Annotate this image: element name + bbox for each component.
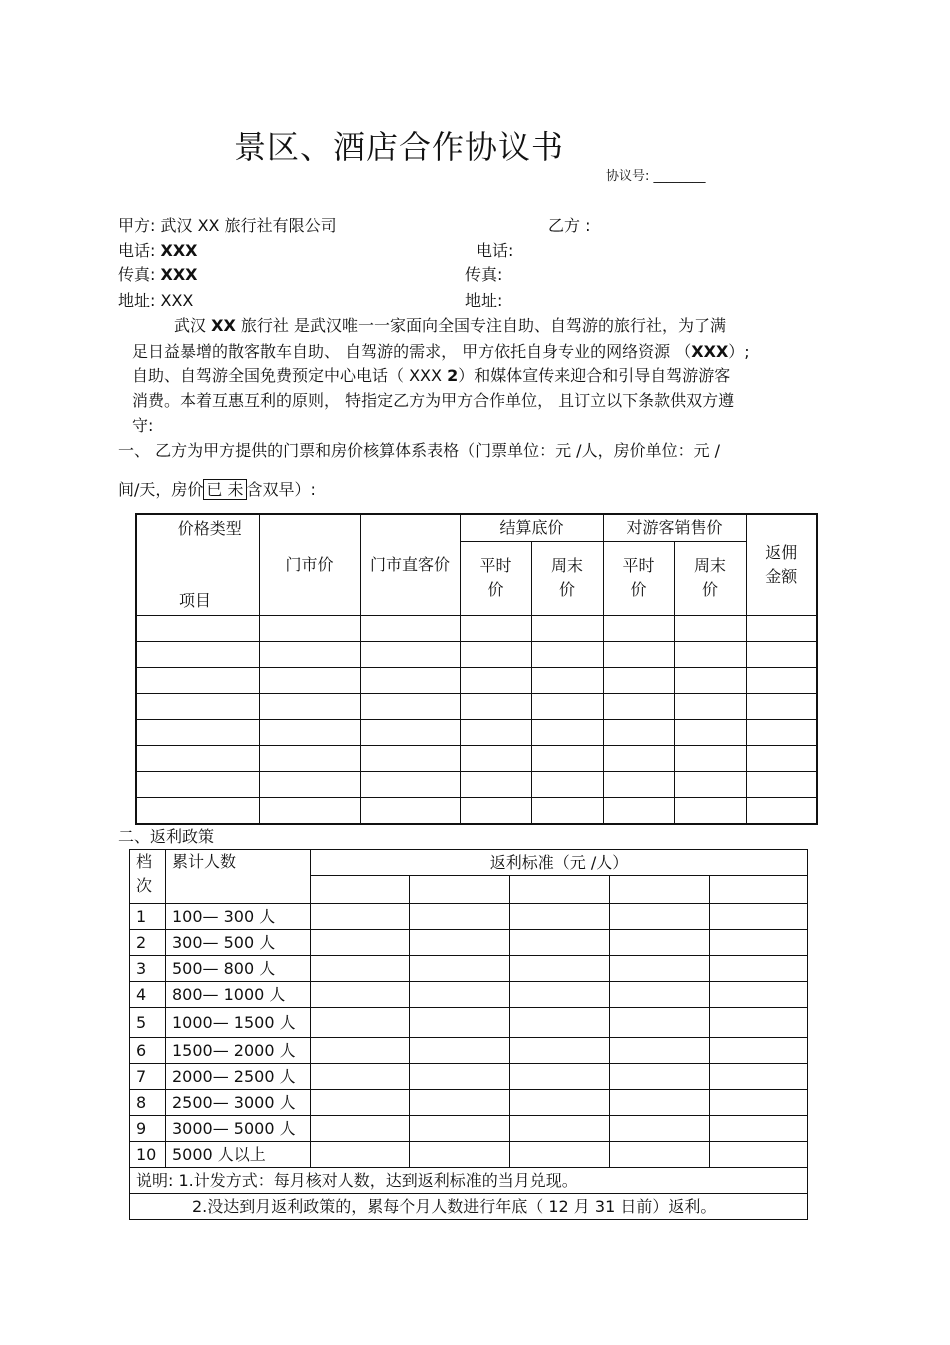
rebate-value-cell	[510, 982, 610, 1008]
section-1-heading-cont	[118, 480, 316, 499]
price-cell	[460, 616, 531, 642]
price-cell	[746, 642, 817, 668]
price-row	[136, 616, 817, 642]
rebate-value-cell	[510, 1008, 610, 1038]
standard-cell	[510, 876, 610, 904]
rebate-value-cell	[311, 956, 410, 982]
intro-text: 2	[447, 366, 459, 385]
header-settle-weekday: 平时价	[460, 541, 531, 615]
tier-cell: 3	[130, 956, 166, 982]
price-cell	[460, 668, 531, 694]
note-label: 说明:	[136, 1170, 174, 1190]
rebate-value-cell	[610, 1064, 710, 1090]
rebate-value-cell	[410, 1008, 510, 1038]
price-cell	[674, 720, 746, 746]
price-cell	[531, 720, 603, 746]
party-b-fax-label: 传真:	[465, 265, 503, 284]
price-cell	[136, 720, 259, 746]
price-cell	[746, 798, 817, 824]
rebate-value-cell	[410, 982, 510, 1008]
party-a-name: 武汉 XX 旅行社有限公司	[160, 216, 337, 235]
tier-cell: 10	[130, 1142, 166, 1168]
rebate-value-cell	[610, 1038, 710, 1064]
header-direct-price: 门市直客价	[360, 514, 460, 616]
rebate-value-cell	[410, 1116, 510, 1142]
price-cell	[360, 616, 460, 642]
rebate-value-cell	[410, 930, 510, 956]
rebate-value-cell	[610, 1090, 710, 1116]
rebate-value-cell	[311, 1008, 410, 1038]
price-cell	[136, 642, 259, 668]
rebate-value-cell	[510, 1142, 610, 1168]
price-cell	[603, 668, 674, 694]
rebate-value-cell	[610, 956, 710, 982]
party-a-address-label: 地址:	[118, 291, 156, 310]
rebate-row	[130, 956, 808, 982]
price-cell	[136, 694, 259, 720]
party-a-phone: XXX	[160, 241, 198, 260]
price-cell	[746, 746, 817, 772]
party-a-fax-line	[118, 265, 198, 284]
header-settlement-price: 结算底价	[460, 514, 603, 541]
intro-line-4: 消费。本着互惠互利的原则， 特指定乙方为甲方合作单位， 且订立以下条款供双方遵	[132, 391, 735, 410]
header-type: 价格类型	[177, 519, 242, 538]
rebate-value-cell	[311, 1038, 410, 1064]
rebate-value-cell	[710, 1116, 808, 1142]
price-cell	[603, 642, 674, 668]
price-cell	[746, 720, 817, 746]
party-a-phone-label: 电话:	[118, 241, 156, 260]
price-cell	[603, 798, 674, 824]
price-cell	[603, 772, 674, 798]
rebate-value-cell	[311, 1142, 410, 1168]
rebate-value-cell	[710, 982, 808, 1008]
price-cell	[259, 798, 360, 824]
range-cell: 1000— 1500 人	[166, 1008, 311, 1038]
rebate-value-cell	[311, 930, 410, 956]
rebate-value-cell	[710, 904, 808, 930]
rebate-value-cell	[410, 1064, 510, 1090]
note-row-2	[130, 1194, 808, 1220]
price-cell	[360, 746, 460, 772]
price-cell	[531, 616, 603, 642]
section-1-text: 间/天，房价	[118, 480, 204, 499]
rebate-value-cell	[410, 1038, 510, 1064]
tier-cell: 7	[130, 1064, 166, 1090]
price-cell	[460, 772, 531, 798]
tier-cell: 9	[130, 1116, 166, 1142]
price-cell	[136, 772, 259, 798]
price-cell	[674, 798, 746, 824]
rebate-value-cell	[410, 1090, 510, 1116]
rebate-value-cell	[710, 1038, 808, 1064]
intro-text: 足日益暴增的散客散车自助、 自驾游的需求， 甲方依托自身专业的网络资源 （	[132, 342, 692, 361]
header-rebate-standard: 返利标准（元 /人）	[311, 850, 808, 876]
header-sale-price: 对游客销售价	[603, 514, 746, 541]
standard-cell	[610, 876, 710, 904]
header-market-price: 门市价	[259, 514, 360, 616]
note-row	[130, 1168, 808, 1194]
party-a-line	[118, 216, 337, 235]
standard-cell	[710, 876, 808, 904]
price-cell	[674, 746, 746, 772]
price-cell	[531, 798, 603, 824]
rebate-value-cell	[610, 1008, 710, 1038]
rebate-row	[130, 1142, 808, 1168]
price-cell	[360, 720, 460, 746]
breakfast-option-box: 已 未	[203, 479, 246, 500]
rebate-table	[129, 849, 808, 1220]
rebate-value-cell	[311, 1064, 410, 1090]
price-cell	[746, 668, 817, 694]
price-cell	[674, 642, 746, 668]
price-cell	[360, 798, 460, 824]
party-a-fax-label: 传真:	[118, 265, 156, 284]
price-cell	[136, 746, 259, 772]
intro-text: 武汉	[174, 316, 207, 335]
intro-text: 旅行社 是武汉唯一一家面向全国专注自助、自驾游的旅行社，为了满	[240, 316, 726, 335]
document-title: 景区、酒店合作协议书	[234, 128, 565, 166]
rebate-value-cell	[710, 1142, 808, 1168]
rebate-value-cell	[510, 956, 610, 982]
price-cell	[460, 694, 531, 720]
price-cell	[259, 772, 360, 798]
party-a-address: XXX	[160, 291, 194, 310]
range-cell: 1500— 2000 人	[166, 1038, 311, 1064]
range-cell: 5000 人以上	[166, 1142, 311, 1168]
rebate-row	[130, 1064, 808, 1090]
price-cell	[674, 616, 746, 642]
range-cell: 500— 800 人	[166, 956, 311, 982]
section-2-heading: 二、返利政策	[118, 827, 215, 846]
price-cell	[674, 668, 746, 694]
price-cell	[259, 720, 360, 746]
rebate-value-cell	[710, 1064, 808, 1090]
rebate-value-cell	[710, 1090, 808, 1116]
rebate-value-cell	[510, 1038, 610, 1064]
price-cell	[603, 616, 674, 642]
rebate-value-cell	[311, 904, 410, 930]
tier-cell: 4	[130, 982, 166, 1008]
price-cell	[259, 642, 360, 668]
rebate-value-cell	[610, 982, 710, 1008]
price-cell	[531, 694, 603, 720]
intro-text: XX	[211, 316, 236, 335]
note-2: 2.没达到月返利政策的，累每个月人数进行年底（ 12 月 31 日前）返利。	[192, 1196, 717, 1216]
standard-cell	[410, 876, 510, 904]
range-cell: 800— 1000 人	[166, 982, 311, 1008]
header-tier: 档次	[130, 850, 166, 904]
header-sale-weekday: 平时价	[603, 541, 674, 615]
tier-cell: 1	[130, 904, 166, 930]
price-cell	[460, 720, 531, 746]
rebate-value-cell	[410, 956, 510, 982]
rebate-row	[130, 1116, 808, 1142]
rebate-row	[130, 1090, 808, 1116]
price-table	[135, 513, 818, 825]
price-cell	[746, 694, 817, 720]
price-cell	[259, 746, 360, 772]
rebate-row	[130, 1008, 808, 1038]
header-commission: 返佣金额	[746, 514, 817, 616]
price-cell	[360, 642, 460, 668]
rebate-row	[130, 904, 808, 930]
rebate-value-cell	[610, 1116, 710, 1142]
section-1-text: 含双早）:	[246, 480, 316, 499]
rebate-value-cell	[311, 1116, 410, 1142]
rebate-value-cell	[510, 904, 610, 930]
rebate-value-cell	[610, 930, 710, 956]
header-settle-weekend: 周末价	[531, 541, 603, 615]
intro-line-2	[132, 342, 750, 361]
tier-cell: 6	[130, 1038, 166, 1064]
rebate-value-cell	[311, 1090, 410, 1116]
header-cumulative-count: 累计人数	[166, 850, 311, 904]
intro-line-1	[174, 316, 726, 335]
price-cell	[531, 668, 603, 694]
price-cell	[259, 616, 360, 642]
section-1-heading: 一、 乙方为甲方提供的门票和房价核算体系表格（门票单位：元 /人，房价单位：元 /	[118, 441, 721, 460]
price-cell	[674, 694, 746, 720]
price-cell	[531, 772, 603, 798]
price-table-body	[136, 616, 817, 824]
price-cell	[674, 772, 746, 798]
party-b-address-label: 地址:	[465, 291, 503, 310]
price-row	[136, 694, 817, 720]
header-sale-weekend: 周末价	[674, 541, 746, 615]
price-row	[136, 642, 817, 668]
header-item: 项目	[179, 591, 212, 610]
price-row	[136, 746, 817, 772]
rebate-value-cell	[510, 930, 610, 956]
intro-text: 自助、自驾游全国免费预定中心电话（ XXX	[132, 366, 442, 385]
price-row	[136, 798, 817, 824]
price-cell	[603, 720, 674, 746]
price-cell	[136, 668, 259, 694]
party-b-phone-label: 电话:	[476, 241, 514, 260]
rebate-row	[130, 982, 808, 1008]
price-cell	[136, 616, 259, 642]
price-cell	[136, 798, 259, 824]
price-cell	[603, 694, 674, 720]
tier-cell: 2	[130, 930, 166, 956]
rebate-value-cell	[710, 956, 808, 982]
rebate-value-cell	[610, 1142, 710, 1168]
agreement-number: 协议号: ________	[606, 169, 706, 184]
intro-text: ）;	[728, 342, 750, 361]
price-row	[136, 772, 817, 798]
rebate-value-cell	[510, 1064, 610, 1090]
tier-cell: 5	[130, 1008, 166, 1038]
party-a-address-line	[118, 291, 193, 310]
price-row	[136, 720, 817, 746]
price-cell	[259, 694, 360, 720]
price-cell	[460, 746, 531, 772]
tier-cell: 8	[130, 1090, 166, 1116]
rebate-value-cell	[510, 1116, 610, 1142]
rebate-value-cell	[710, 930, 808, 956]
price-cell	[360, 772, 460, 798]
rebate-row	[130, 1038, 808, 1064]
header-type-item	[136, 514, 259, 616]
rebate-value-cell	[710, 1008, 808, 1038]
price-cell	[746, 616, 817, 642]
price-cell	[460, 642, 531, 668]
party-a-label: 甲方:	[118, 216, 156, 235]
intro-text: ）和媒体宣传来迎合和引导自驾游游客	[458, 366, 731, 385]
price-cell	[746, 772, 817, 798]
range-cell: 2000— 2500 人	[166, 1064, 311, 1090]
price-cell	[259, 668, 360, 694]
intro-text: XXX	[691, 342, 729, 361]
intro-line-5: 守:	[132, 416, 154, 435]
range-cell: 3000— 5000 人	[166, 1116, 311, 1142]
price-cell	[460, 798, 531, 824]
price-cell	[531, 642, 603, 668]
range-cell: 2500— 3000 人	[166, 1090, 311, 1116]
standard-cell	[311, 876, 410, 904]
price-cell	[603, 746, 674, 772]
rebate-value-cell	[410, 904, 510, 930]
rebate-table-body	[130, 904, 808, 1168]
range-cell: 100— 300 人	[166, 904, 311, 930]
range-cell: 300— 500 人	[166, 930, 311, 956]
intro-line-3	[132, 366, 730, 385]
rebate-value-cell	[510, 1090, 610, 1116]
rebate-value-cell	[311, 982, 410, 1008]
party-b-label: 乙方 :	[548, 216, 591, 235]
price-cell	[531, 746, 603, 772]
party-a-phone-line	[118, 241, 198, 260]
rebate-row	[130, 930, 808, 956]
party-a-fax: XXX	[160, 265, 198, 284]
note-1: 1.计发方式：每月核对人数，达到返利标准的当月兑现。	[178, 1170, 578, 1190]
rebate-value-cell	[410, 1142, 510, 1168]
price-cell	[360, 694, 460, 720]
price-cell	[360, 668, 460, 694]
rebate-value-cell	[610, 904, 710, 930]
price-row	[136, 668, 817, 694]
